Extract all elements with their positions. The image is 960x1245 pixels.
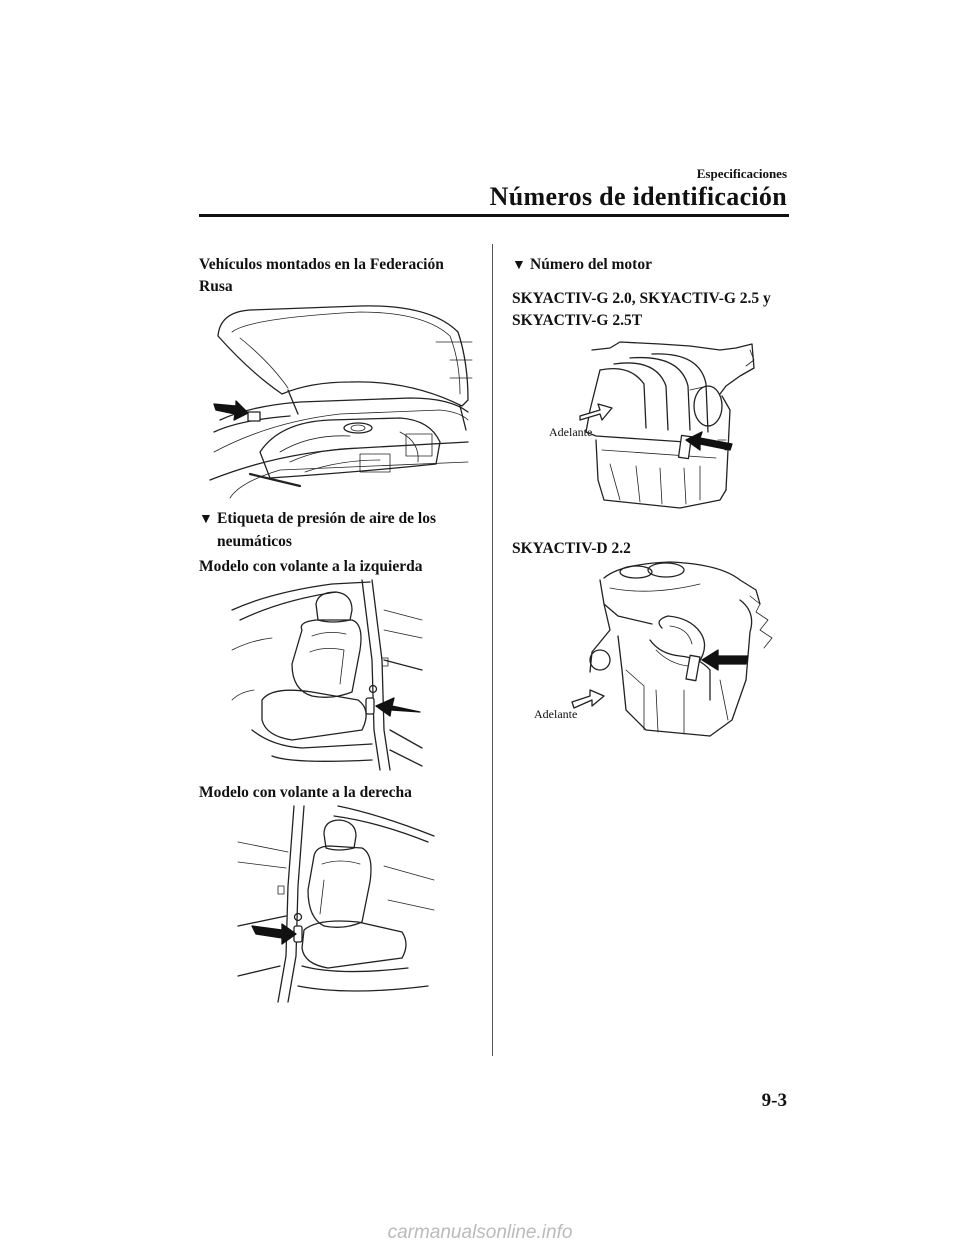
- page-title: Números de identificación: [489, 182, 787, 211]
- rhd-door-figure: [238, 806, 434, 1002]
- triangle-down-icon: ▼: [512, 258, 526, 273]
- russia-heading-line2: Rusa: [199, 278, 233, 295]
- rhd-heading: Modelo con volante a la derecha: [199, 784, 412, 801]
- russia-heading-line1: Vehículos montados en la Federación: [199, 256, 444, 273]
- page-number: 9-3: [761, 1090, 787, 1111]
- section-label: Especificaciones: [696, 166, 787, 181]
- engine-heading-text: Número del motor: [530, 256, 652, 273]
- russia-heading: [199, 254, 444, 298]
- lhd-heading: Modelo con volante a la izquierda: [199, 558, 423, 575]
- hood-engine-bay-figure: [210, 302, 472, 498]
- triangle-down-icon: ▼: [199, 512, 213, 527]
- diesel-engine-figure: [560, 560, 780, 744]
- watermark-footer: carmanualsonline.info: [387, 1222, 573, 1243]
- engine-number-heading: [512, 254, 652, 277]
- lhd-door-figure: [232, 580, 422, 770]
- diesel-front-label: Adelante: [534, 707, 578, 721]
- gas-heading-line1: SKYACTIV-G 2.0, SKYACTIV-G 2.5 y: [512, 290, 771, 307]
- tire-heading-line2: neumáticos: [217, 533, 292, 550]
- tire-label-heading: [199, 508, 436, 553]
- tire-heading-line1: Etiqueta de presión de aire de los: [217, 510, 437, 527]
- column-divider: [492, 244, 493, 1056]
- gas-heading-line2: SKYACTIV-G 2.5T: [512, 312, 643, 329]
- diesel-engine-heading: SKYACTIV-D 2.2: [512, 540, 631, 557]
- header-rule: [199, 214, 789, 217]
- gasoline-engine-heading: [512, 288, 771, 332]
- gas-front-label: Adelante: [549, 425, 593, 439]
